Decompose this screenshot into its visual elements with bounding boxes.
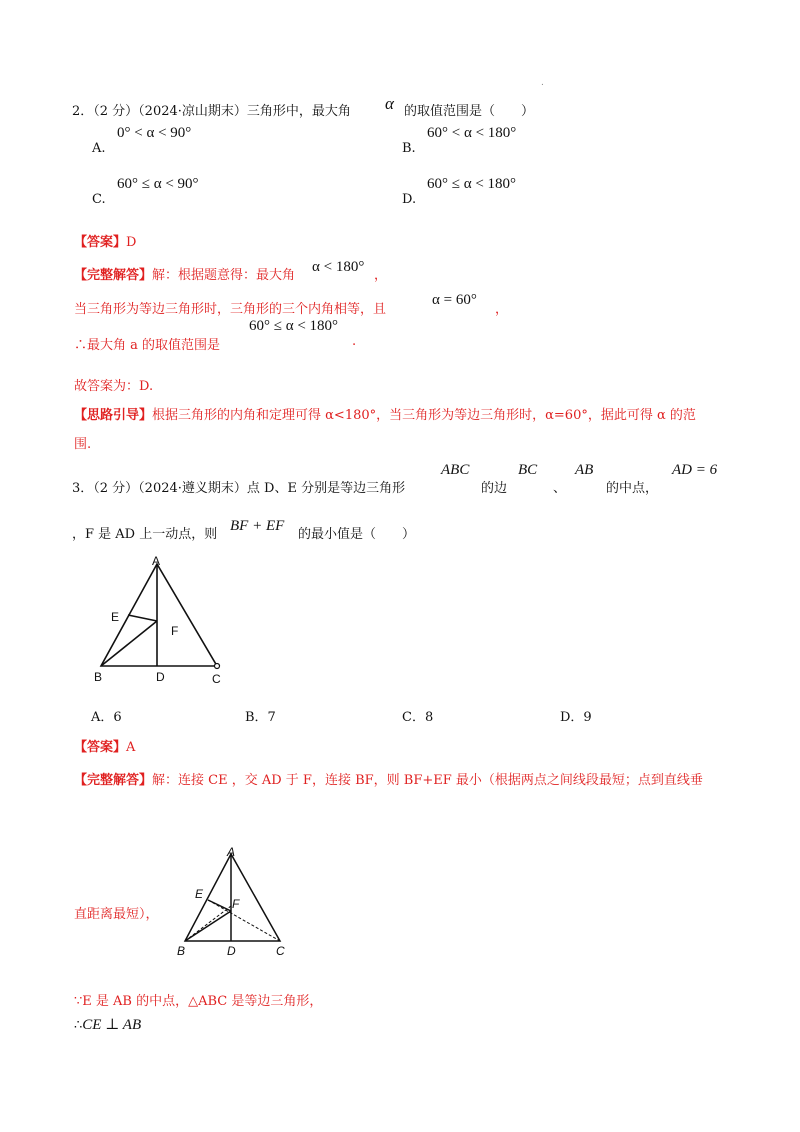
segment-bf-2 (185, 911, 231, 941)
q3-stem-part1: 3．（2 分）（2024·遵义期末）点 D、E 分别是等边三角形 (72, 481, 406, 496)
q2-option-d-math: 60° ≤ α < 180° (427, 176, 517, 192)
q2-solution-text4: 故答案为：D. (74, 379, 154, 394)
q2-option-d-label: D. (402, 192, 417, 207)
q3-solution-line4 (74, 1015, 141, 1034)
label-c-2: C (276, 944, 285, 958)
q2-solution-line1 (74, 264, 295, 283)
q2-hint-tag: 【思路引导】 (74, 408, 153, 423)
q2-solution-text3-end: . (352, 334, 357, 349)
q2-hint-line1 (74, 404, 696, 423)
q3-answer-line (74, 736, 135, 755)
q2-solution-text2: 当三角形为等边三角形时，三角形的三个内角相等，且 (74, 302, 387, 317)
q3-math-bf-ef: BF + EF (230, 518, 285, 534)
q3-stem-part6: 的最小值是（ ） (298, 527, 416, 542)
q3-solution-figure (173, 838, 293, 962)
q2-solution-math3: 60° ≤ α < 180° (249, 318, 339, 334)
label-c: C (212, 672, 221, 686)
q3-math-ad: AD = 6 (672, 462, 718, 478)
q3-triangle-figure (88, 552, 238, 690)
segment-ef (128, 615, 157, 621)
q2-option-a-math: 0° < α < 90° (117, 125, 192, 141)
q2-stem-part2: 的取值范围是（ ） (404, 104, 535, 119)
q3-stem-part5: ，F 是 AD 上一动点，则 (72, 527, 218, 542)
q3-math-bc: BC (518, 462, 538, 478)
q3-solution-tag: 【完整解答】 (74, 773, 153, 788)
q2-answer-tag: 【答案】 (74, 235, 127, 250)
q2-option-a-label: A. (92, 141, 106, 156)
label-a-2: A (227, 845, 236, 859)
label-e: E (111, 610, 120, 624)
label-b: B (94, 670, 103, 684)
q2-hint-text1: 根据三角形的内角和定理可得 α<180°，当三角形为等边三角形时，α=60°，据此可得 α 的范 (152, 408, 696, 423)
q3-solution-text2: 直距离最短）， (74, 907, 159, 922)
q3-option-a: A．6 (91, 710, 122, 725)
q2-solution-text1: 解：根据题意得：最大角 (152, 268, 296, 283)
q2-solution-text1-end: ， (374, 268, 388, 283)
q3-answer-tag: 【答案】 (74, 740, 127, 755)
label-b-2: B (177, 944, 186, 958)
q3-stem-part3: 、 (553, 481, 567, 496)
label-d-2: D (227, 944, 236, 958)
q3-solution-text1: 解：连接 CE ，交 AD 于 F，连接 BF，则 BF+EF 最小（根据两点之间线段最短；点到直线垂 (152, 773, 703, 788)
page-header-dot: . (541, 78, 544, 88)
q3-stem-part4: 的中点， (606, 481, 659, 496)
q3-solution-math4: CE ⊥ AB (82, 1017, 142, 1033)
q3-math-abc: ABC (441, 462, 470, 478)
q3-therefore-symbol: ∴ (74, 1018, 83, 1033)
q2-answer-line (74, 231, 136, 250)
q3-math-ab: AB (575, 462, 594, 478)
q2-option-b-math: 60° < α < 180° (427, 125, 517, 141)
q2-option-c-label: C. (92, 192, 106, 207)
q2-alpha-symbol: α (385, 94, 394, 113)
q2-solution-math2: α = 60° (432, 292, 477, 308)
label-f: F (171, 624, 179, 638)
q2-hint-text2: 围. (74, 437, 92, 452)
segment-ef-2 (208, 900, 231, 911)
q3-option-d: D．9 (560, 710, 592, 725)
label-f-2: F (232, 897, 240, 911)
q2-answer-value: D (126, 235, 137, 250)
label-a: A (152, 554, 161, 568)
q2-solution-text3: ∴最大角 a 的取值范围是 (74, 338, 221, 353)
q3-option-b: B．7 (245, 710, 276, 725)
q2-solution-math1: α < 180° (312, 259, 365, 275)
q3-answer-value: A (126, 740, 136, 755)
point-c-marker (215, 664, 220, 669)
q2-solution-tag: 【完整解答】 (74, 268, 153, 283)
q3-solution-line1 (74, 769, 703, 788)
segment-bf (101, 621, 157, 666)
q2-option-b-label: B. (402, 141, 416, 156)
q3-option-c: C．8 (402, 710, 434, 725)
label-e-2: E (195, 887, 204, 901)
q2-stem-part1: 2．（2 分）（2024·凉山期末）三角形中，最大角 (72, 104, 351, 119)
q3-stem-part2: 的边 (481, 481, 508, 496)
q2-option-c-math: 60° ≤ α < 90° (117, 176, 199, 192)
q2-solution-text2-end: ， (495, 302, 509, 317)
q3-solution-text3: ∵E 是 AB 的中点，△ABC 是等边三角形， (74, 994, 323, 1009)
label-d: D (156, 670, 165, 684)
